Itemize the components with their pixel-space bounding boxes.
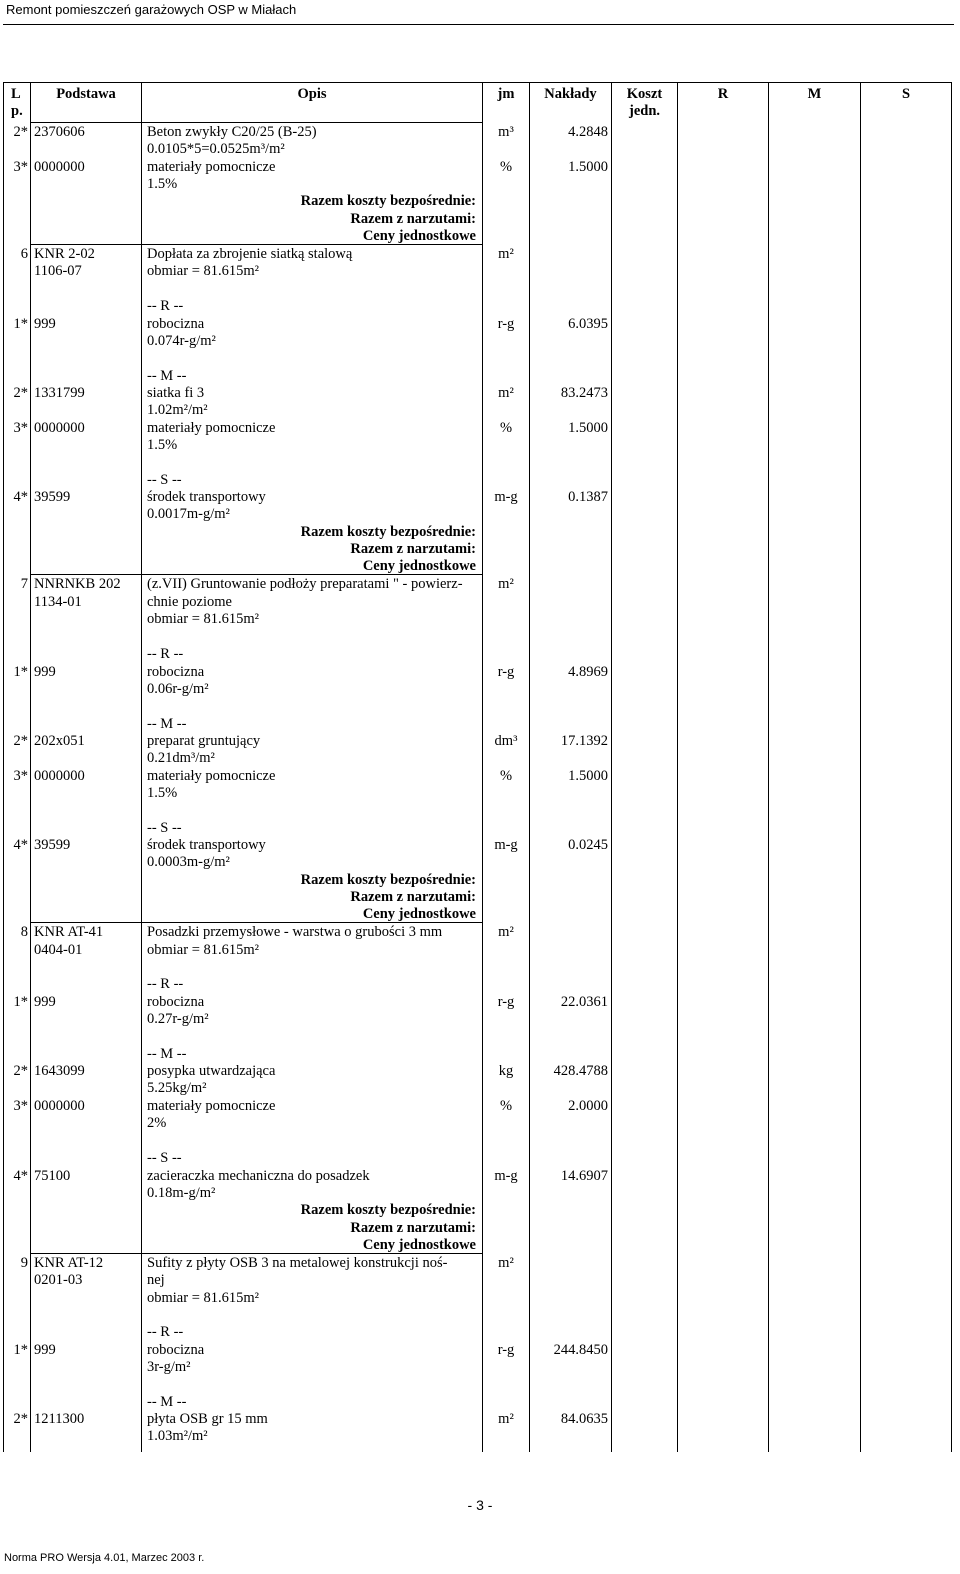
header-m: M <box>807 86 822 102</box>
row-opis: 0.0003m-g/m² <box>147 854 230 870</box>
row-opis: 0.18m-g/m² <box>147 1185 216 1201</box>
row-opis: Sufity z płyty OSB 3 na metalowej konstrukcji noś- <box>147 1255 448 1271</box>
row-naklady: 17.1392 <box>560 733 608 749</box>
row-opis: -- R -- <box>147 646 184 662</box>
summary-label: Razem z narzutami: <box>350 889 476 905</box>
row-lp: 7 <box>20 576 28 592</box>
row-opis: posypka utwardzająca <box>147 1063 276 1079</box>
row-lp: 1* <box>13 316 28 332</box>
row-jm: % <box>499 159 513 175</box>
row-podstawa: 202x051 <box>34 733 85 749</box>
row-opis: materiały pomocnicze <box>147 768 276 784</box>
row-opis: chnie poziome <box>147 594 232 610</box>
row-jm: m² <box>498 576 514 592</box>
row-lp: 3* <box>13 768 28 784</box>
row-opis: -- R -- <box>147 976 184 992</box>
header-lp: L <box>11 86 21 102</box>
row-naklady: 428.4788 <box>553 1063 608 1079</box>
row-lp: 4* <box>13 1168 28 1184</box>
row-naklady: 4.2848 <box>568 124 608 140</box>
row-lp: 1* <box>13 664 28 680</box>
row-naklady: 0.1387 <box>568 489 608 505</box>
row-opis: materiały pomocnicze <box>147 159 276 175</box>
header-jm: jm <box>497 86 515 102</box>
row-opis: 3r-g/m² <box>147 1359 191 1375</box>
summary-label: Razem koszty bezpośrednie: <box>300 524 476 540</box>
row-opis: -- M -- <box>147 1394 187 1410</box>
row-jm: r-g <box>497 316 515 332</box>
row-jm: r-g <box>497 994 515 1010</box>
summary-label: Razem z narzutami: <box>350 541 476 557</box>
row-podstawa: NNRNKB 202 <box>34 576 121 592</box>
header-koszt: Koszt <box>626 86 663 102</box>
header-r: R <box>717 86 729 102</box>
row-podstawa: 1331799 <box>34 385 85 401</box>
header-podstawa: Podstawa <box>56 86 116 102</box>
row-opis: obmiar = 81.615m² <box>147 1290 259 1306</box>
row-opis: materiały pomocnicze <box>147 420 276 436</box>
row-lp: 8 <box>20 924 28 940</box>
row-opis: obmiar = 81.615m² <box>147 263 259 279</box>
row-lp: 6 <box>20 246 28 262</box>
header-koszt-jedn: jedn. <box>628 103 661 119</box>
row-opis: preparat gruntujący <box>147 733 261 749</box>
row-lp: 1* <box>13 994 28 1010</box>
row-lp: 4* <box>13 837 28 853</box>
row-opis: -- S -- <box>147 472 182 488</box>
row-naklady: 84.0635 <box>560 1411 608 1427</box>
row-podstawa: 39599 <box>34 837 71 853</box>
row-podstawa: KNR AT-12 <box>34 1255 104 1271</box>
row-podstawa: 75100 <box>34 1168 71 1184</box>
row-opis: obmiar = 81.615m² <box>147 611 259 627</box>
row-jm: r-g <box>497 1342 515 1358</box>
row-podstawa: 39599 <box>34 489 71 505</box>
row-lp: 9 <box>20 1255 28 1271</box>
row-lp: 4* <box>13 489 28 505</box>
row-opis: 2% <box>147 1115 167 1131</box>
table-border-top <box>3 82 952 83</box>
row-naklady: 4.8969 <box>568 664 608 680</box>
row-podstawa: 0000000 <box>34 768 85 784</box>
row-jm: % <box>499 768 513 784</box>
row-opis: 1.5% <box>147 176 178 192</box>
row-jm: m² <box>498 1411 514 1427</box>
cost-table <box>3 82 952 1452</box>
row-opis: -- S -- <box>147 1150 182 1166</box>
row-opis: siatka fi 3 <box>147 385 205 401</box>
row-opis: środek transportowy <box>147 489 266 505</box>
row-jm: m-g <box>494 1168 518 1184</box>
row-opis: Beton zwykły C20/25 (B-25) <box>147 124 317 140</box>
row-opis: 1.02m²/m² <box>147 402 208 418</box>
row-podstawa: 999 <box>34 1342 56 1358</box>
page-number: - 3 - <box>467 1497 493 1513</box>
row-opis: nej <box>147 1272 165 1288</box>
header-opis: Opis <box>297 86 327 102</box>
row-opis: -- M -- <box>147 1046 187 1062</box>
row-opis: robocizna <box>147 994 205 1010</box>
row-lp: 2* <box>13 1411 28 1427</box>
column-divider <box>768 82 769 1452</box>
row-lp: 2* <box>13 124 28 140</box>
summary-label: Razem koszty bezpośrednie: <box>300 193 476 209</box>
row-opis: -- R -- <box>147 1324 184 1340</box>
table-border-right <box>951 82 952 1452</box>
row-jm: dm³ <box>494 733 518 749</box>
row-opis: zacieraczka mechaniczna do posadzek <box>147 1168 370 1184</box>
row-podstawa: 1643099 <box>34 1063 85 1079</box>
row-lp: 3* <box>13 1098 28 1114</box>
row-opis: płyta OSB gr 15 mm <box>147 1411 268 1427</box>
row-podstawa: 0000000 <box>34 1098 85 1114</box>
row-opis: Posadzki przemysłowe - warstwa o grubości 3 mm <box>147 924 443 940</box>
row-jm: m² <box>498 924 514 940</box>
row-podstawa: KNR AT-41 <box>34 924 104 940</box>
row-naklady: 1.5000 <box>568 768 608 784</box>
row-opis: robocizna <box>147 664 205 680</box>
row-lp: 2* <box>13 733 28 749</box>
row-opis: 0.0017m-g/m² <box>147 506 230 522</box>
row-opis: 0.21dm³/m² <box>147 750 215 766</box>
footer-note: Norma PRO Wersja 4.01, Marzec 2003 r. <box>4 1552 205 1564</box>
row-jm: % <box>499 420 513 436</box>
row-lp: 1* <box>13 1342 28 1358</box>
row-opis: -- M -- <box>147 716 187 732</box>
row-podstawa: 2370606 <box>34 124 85 140</box>
column-divider <box>611 82 612 1452</box>
row-opis: (z.VII) Gruntowanie podłoży preparatami " - powierz- <box>147 576 463 592</box>
summary-label: Ceny jednostkowe <box>362 228 476 244</box>
row-opis: robocizna <box>147 1342 205 1358</box>
summary-label: Razem koszty bezpośrednie: <box>300 872 476 888</box>
row-opis: -- M -- <box>147 368 187 384</box>
row-jm: m³ <box>498 124 514 140</box>
document-title: Remont pomieszczeń garażowych OSP w Miałach <box>6 2 297 17</box>
row-jm: r-g <box>497 664 515 680</box>
row-lp: 3* <box>13 420 28 436</box>
header-divider <box>3 24 954 25</box>
row-podstawa: 999 <box>34 994 56 1010</box>
row-jm: m² <box>498 246 514 262</box>
row-naklady: 0.0245 <box>568 837 608 853</box>
row-jm: m-g <box>494 489 518 505</box>
row-opis: 1.5% <box>147 785 178 801</box>
row-naklady: 22.0361 <box>560 994 608 1010</box>
row-podstawa: 999 <box>34 664 56 680</box>
row-jm: m-g <box>494 837 518 853</box>
header-lp-2: p. <box>11 103 23 119</box>
row-opis: 0.0105*5=0.0525m³/m² <box>147 141 285 157</box>
row-jm: kg <box>498 1063 514 1079</box>
column-divider <box>677 82 678 1452</box>
row-lp: 3* <box>13 159 28 175</box>
summary-label: Ceny jednostkowe <box>362 906 476 922</box>
row-naklady: 6.0395 <box>568 316 608 332</box>
row-separator <box>30 122 482 123</box>
row-opis: robocizna <box>147 316 205 332</box>
row-opis: obmiar = 81.615m² <box>147 942 259 958</box>
row-jm: m² <box>498 385 514 401</box>
row-podstawa: 999 <box>34 316 56 332</box>
summary-label: Razem z narzutami: <box>350 1220 476 1236</box>
row-opis: 0.074r-g/m² <box>147 333 216 349</box>
row-podstawa: 1106-07 <box>34 263 82 279</box>
row-podstawa: 0404-01 <box>34 942 83 958</box>
row-podstawa: 0201-03 <box>34 1272 83 1288</box>
summary-label: Ceny jednostkowe <box>362 1237 476 1253</box>
row-opis: materiały pomocnicze <box>147 1098 276 1114</box>
row-naklady: 244.8450 <box>553 1342 608 1358</box>
summary-label: Ceny jednostkowe <box>362 558 476 574</box>
column-divider <box>860 82 861 1452</box>
row-podstawa: 1211300 <box>34 1411 85 1427</box>
column-divider <box>30 82 31 1452</box>
row-opis: środek transportowy <box>147 837 266 853</box>
row-opis: -- S -- <box>147 820 182 836</box>
row-opis: Dopłata za zbrojenie siatką stalową <box>147 246 353 262</box>
row-lp: 2* <box>13 1063 28 1079</box>
row-opis: -- R -- <box>147 298 184 314</box>
table-border-left <box>3 82 4 1452</box>
row-naklady: 14.6907 <box>560 1168 608 1184</box>
header-s: S <box>901 86 911 102</box>
summary-label: Razem koszty bezpośrednie: <box>300 1202 476 1218</box>
row-lp: 2* <box>13 385 28 401</box>
row-opis: 1.5% <box>147 437 178 453</box>
row-podstawa: 0000000 <box>34 420 85 436</box>
summary-label: Razem z narzutami: <box>350 211 476 227</box>
row-naklady: 1.5000 <box>568 159 608 175</box>
row-naklady: 2.0000 <box>568 1098 608 1114</box>
column-divider <box>529 82 530 1452</box>
row-opis: 0.06r-g/m² <box>147 681 209 697</box>
header-naklady: Nakłady <box>544 86 597 102</box>
row-opis: 5.25kg/m² <box>147 1080 207 1096</box>
row-podstawa: 1134-01 <box>34 594 82 610</box>
row-naklady: 1.5000 <box>568 420 608 436</box>
row-jm: m² <box>498 1255 514 1271</box>
column-divider <box>482 82 483 1452</box>
row-opis: 0.27r-g/m² <box>147 1011 209 1027</box>
row-naklady: 83.2473 <box>560 385 608 401</box>
row-podstawa: 0000000 <box>34 159 85 175</box>
row-podstawa: KNR 2-02 <box>34 246 95 262</box>
row-opis: 1.03m²/m² <box>147 1428 208 1444</box>
row-jm: % <box>499 1098 513 1114</box>
